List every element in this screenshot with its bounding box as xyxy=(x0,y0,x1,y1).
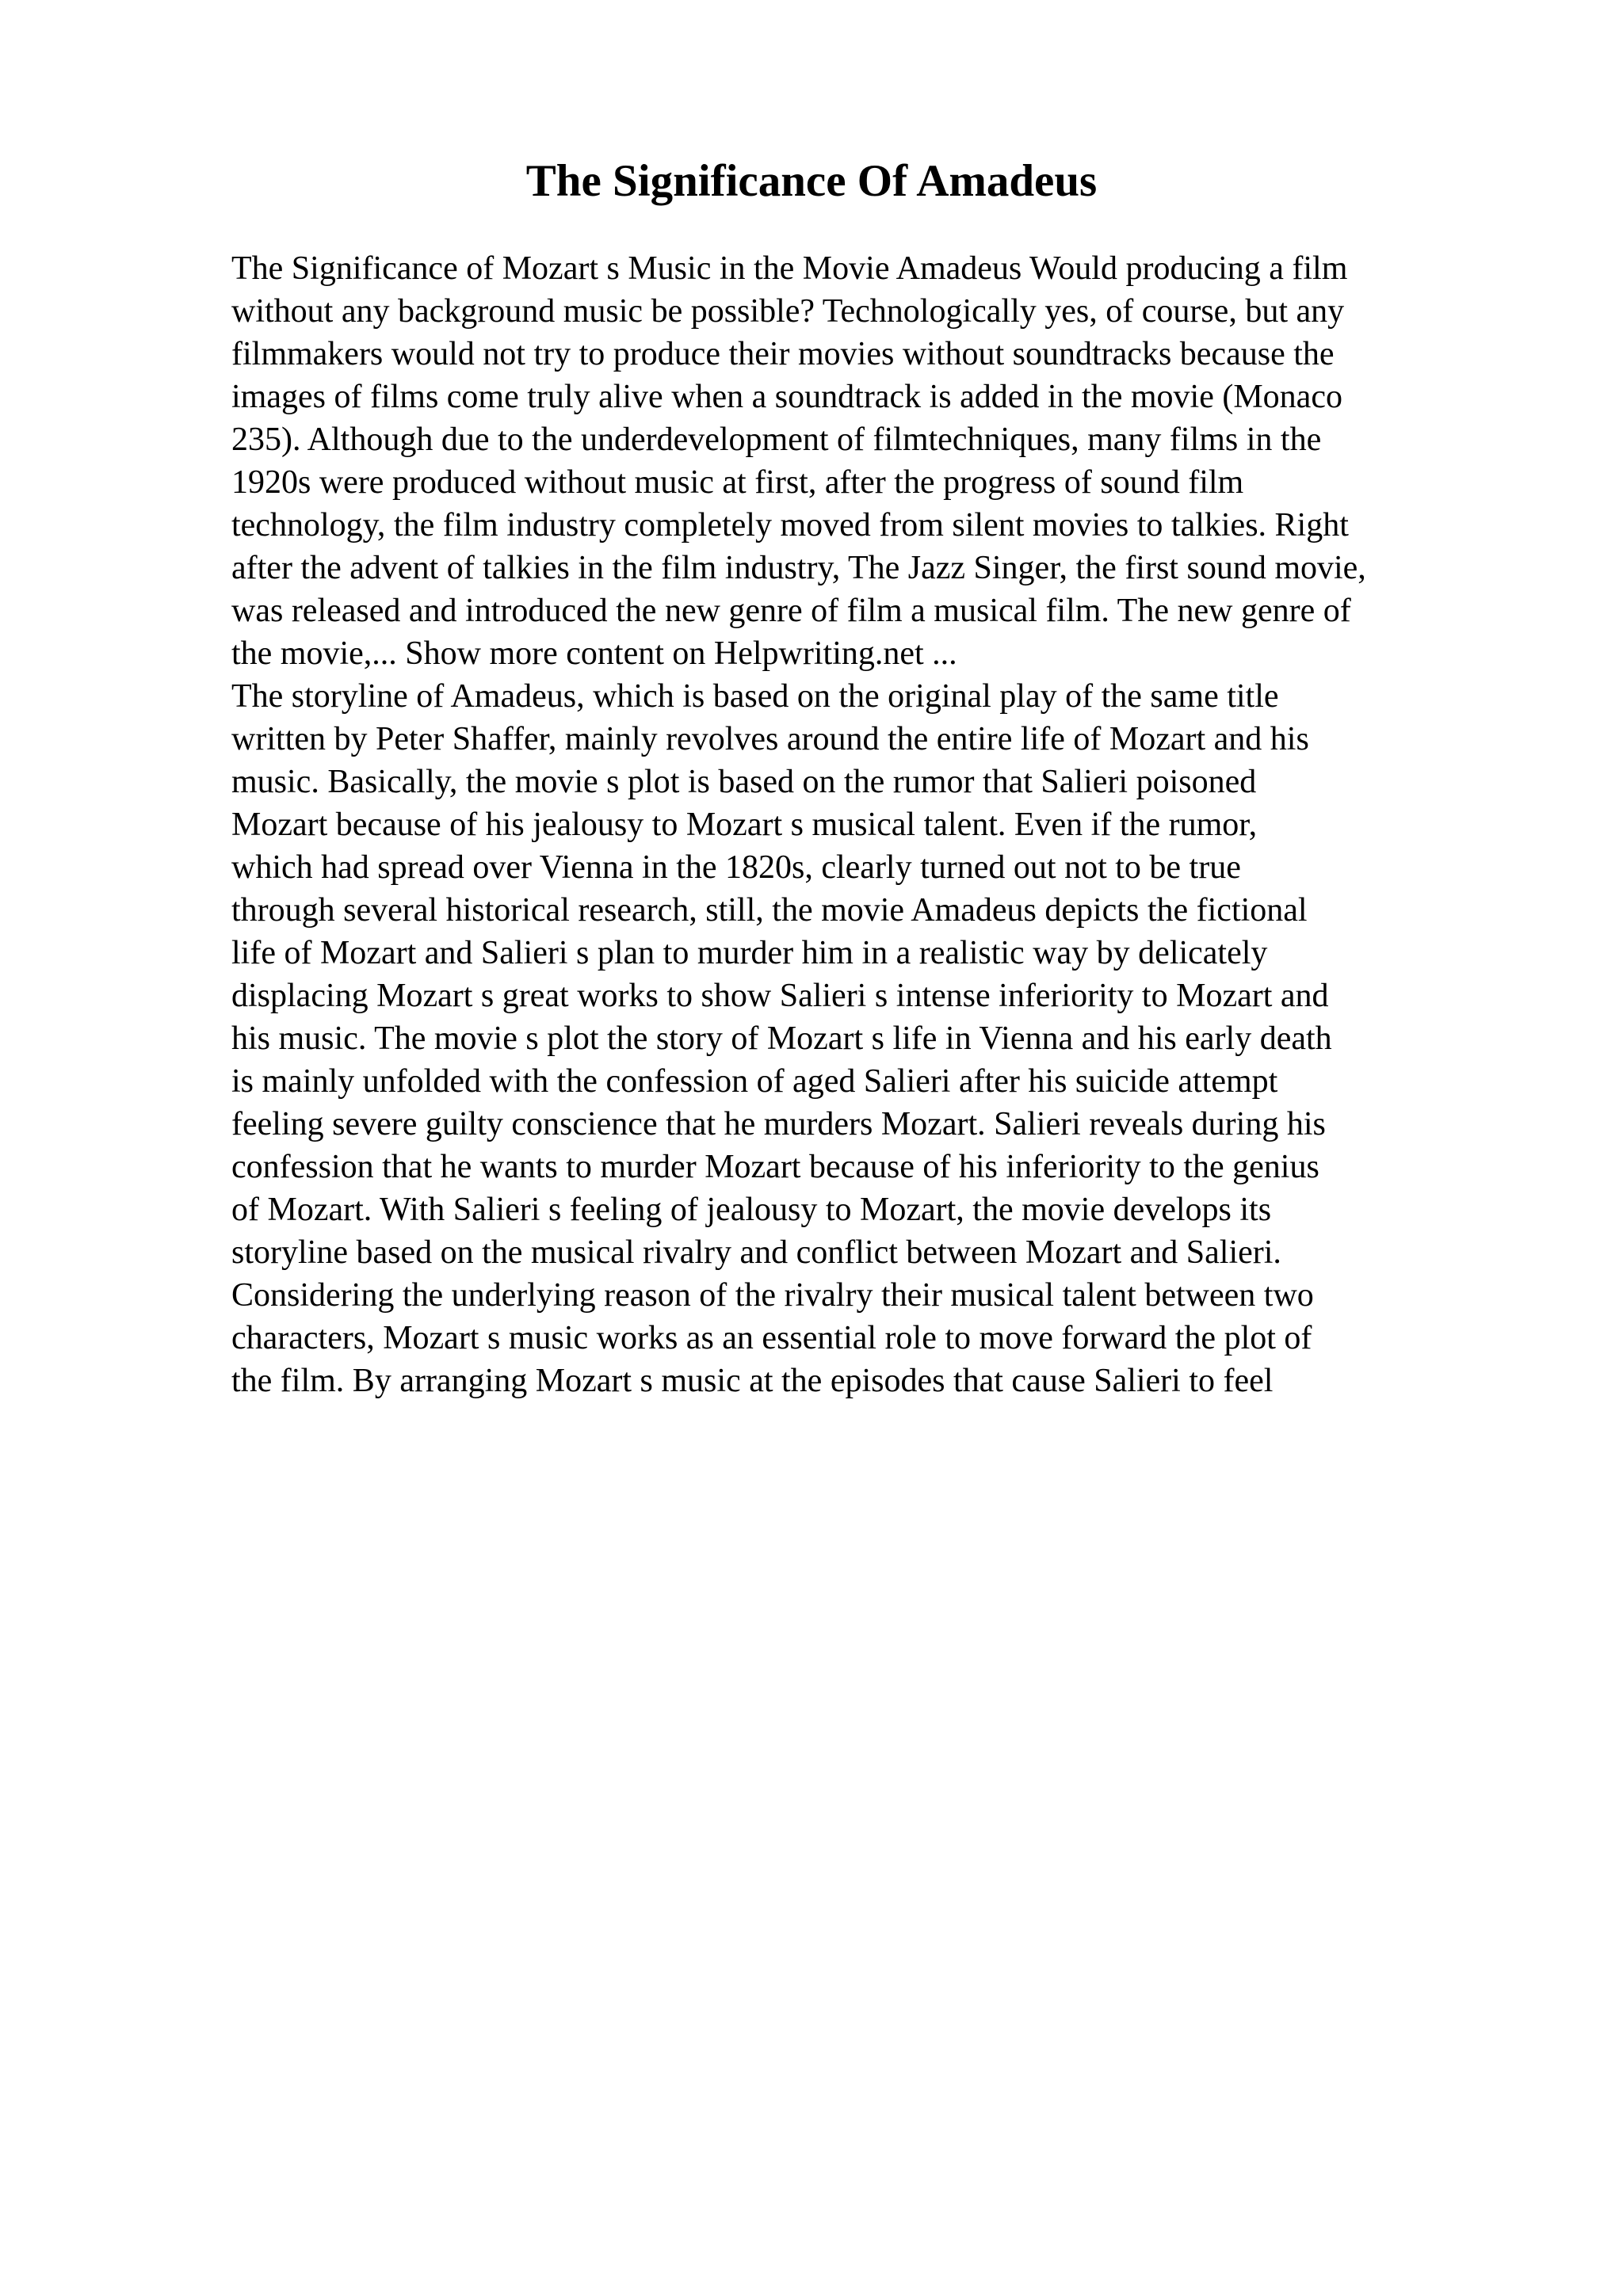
text-line: life of Mozart and Salieri s plan to murder him in a realistic way by delicately xyxy=(231,935,1268,971)
text-line: technology, the film industry completely moved from silent movies to talkies. Right xyxy=(231,507,1349,543)
document-body xyxy=(231,247,1579,1402)
text-line: which had spread over Vienna in the 1820s, clearly turned out not to be true xyxy=(231,849,1241,886)
text-line: displacing Mozart s great works to show Salieri s intense inferiority to Mozart and xyxy=(231,978,1329,1014)
text-line: after the advent of talkies in the film industry, The Jazz Singer, the first sound movie, xyxy=(231,550,1366,586)
text-line: filmmakers would not try to produce their movies without soundtracks because the xyxy=(231,336,1335,372)
text-line: is mainly unfolded with the confession of aged Salieri after his suicide attempt xyxy=(231,1063,1278,1100)
text-line: The storyline of Amadeus, which is based on the original play of the same title xyxy=(231,678,1279,715)
text-line: written by Peter Shaffer, mainly revolves around the entire life of Mozart and his xyxy=(231,721,1309,757)
text-line: the movie,... Show more content on Helpwriting.net ... xyxy=(231,635,957,672)
text-line: 1920s were produced without music at first, after the progress of sound film xyxy=(231,464,1244,501)
text-line: 235). Although due to the underdevelopment of filmtechniques, many films in the xyxy=(231,421,1322,458)
text-line: of Mozart. With Salieri s feeling of jealousy to Mozart, the movie develops its xyxy=(231,1192,1272,1228)
text-line: storyline based on the musical rivalry and conflict between Mozart and Salieri. xyxy=(231,1234,1281,1271)
text-line: Mozart because of his jealousy to Mozart s musical talent. Even if the rumor, xyxy=(231,807,1258,843)
text-line: confession that he wants to murder Mozart because of his inferiority to the genius xyxy=(231,1149,1319,1185)
text-line: characters, Mozart s music works as an essential role to move forward the plot of xyxy=(231,1320,1312,1356)
text-line: The Significance of Mozart s Music in the Movie Amadeus Would producing a film xyxy=(231,250,1348,287)
text-line: feeling severe guilty conscience that he murders Mozart. Salieri reveals during his xyxy=(231,1106,1326,1142)
text-line: the film. By arranging Mozart s music at the episodes that cause Salieri to feel xyxy=(231,1363,1274,1399)
document-title: The Significance Of Amadeus xyxy=(525,156,1098,206)
text-line: his music. The movie s plot the story of Mozart s life in Vienna and his early death xyxy=(231,1020,1332,1057)
text-line: music. Basically, the movie s plot is based on the rumor that Salieri poisoned xyxy=(231,764,1257,800)
text-line: through several historical research, still, the movie Amadeus depicts the fictional xyxy=(231,892,1308,929)
text-line: without any background music be possible? Technologically yes, of course, but any xyxy=(231,293,1345,330)
text-line: Considering the underlying reason of the rivalry their musical talent between two xyxy=(231,1277,1314,1314)
text-line: was released and introduced the new genre of film a musical film. The new genre of xyxy=(231,593,1351,629)
text-line: images of films come truly alive when a soundtrack is added in the movie (Monaco xyxy=(231,379,1342,415)
